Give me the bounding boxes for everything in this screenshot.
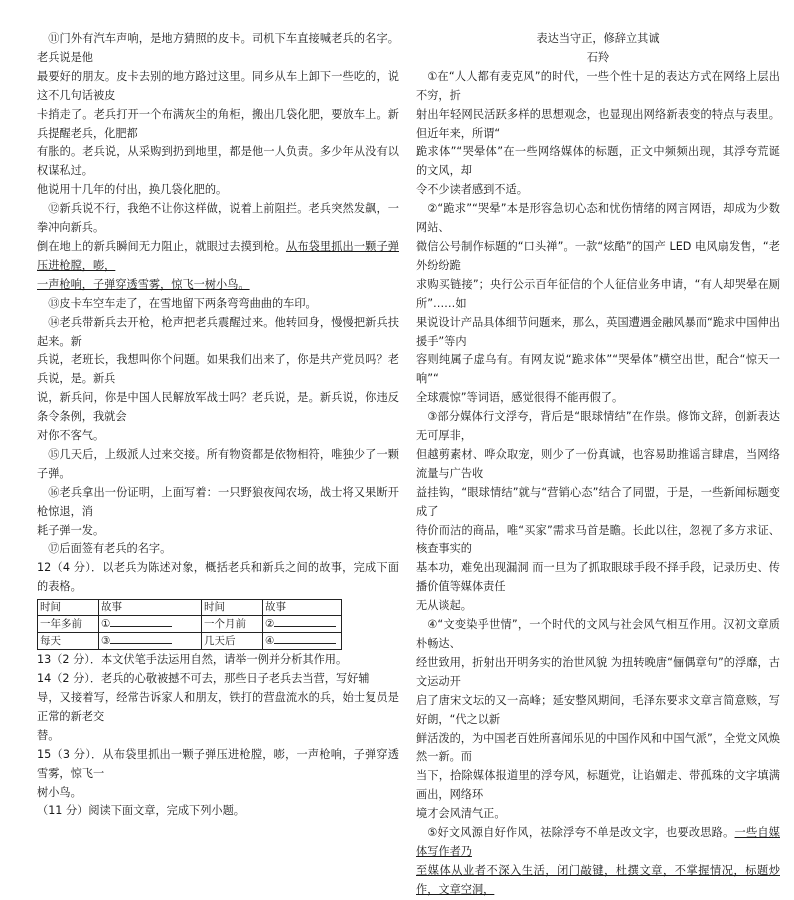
story-table	[37, 599, 342, 650]
article-title: 表达当守正，修辞立其诚	[536, 32, 660, 45]
para-15: ⑮几天后，上级派人过来交接。所有物资都是依物相符，唯独少了一颗子弹。	[37, 447, 399, 480]
para-16-line1: ⑯老兵拿出一份证明，上面写着：一只野狼夜闯农场，战士将又果断开枪惊退，消	[37, 485, 399, 518]
question-14-line2: 导，又接着写，经常告诉家人和朋友，铁打的营盘流水的兵，始士复员是正常的新老交	[37, 691, 399, 723]
table-cell-story-blank[interactable]	[263, 633, 342, 650]
article-para-4-line3: 启了唐宋文坛的又一高峰；延安整风期间，毛泽东要求文章言简意赅，写好朗，“代之以新	[416, 693, 780, 726]
table-cell-story-blank[interactable]	[263, 616, 342, 633]
para-16-line2: 耗子弹一发。	[37, 523, 105, 537]
para-11-line4: 有胀的。老兵说，从采购到扔到地里，都是他一人负责。多少年从没有以权谋私过。	[37, 145, 399, 178]
blank-number: ①	[101, 618, 111, 631]
table-cell-story-blank[interactable]	[99, 633, 202, 650]
para-14-line1: ⑭老兵带新兵去开枪，枪声把老兵震醒过来。他转回身，慢慢把新兵扶起来。新	[37, 315, 399, 348]
article-para-4-line6: 境才会风清气正。	[416, 807, 506, 821]
article-para-2-line2: 微信公号制作标题的“口头禅”。一款“炫酷”的国产 LED 电风扇发售，“老外纷纷跪	[416, 239, 780, 272]
table-header-time-2: 时间	[202, 600, 263, 616]
para-12-line3	[37, 276, 399, 295]
question-14-line3: 替。	[37, 728, 60, 742]
blank-number: ②	[265, 618, 275, 631]
article-para-5-line2	[416, 862, 780, 900]
article-para-4-line4: 鲜活泼的，为中国老百姓所喜闻乐见的中国作风和中国气派”，全党文风焕然一新。而	[416, 731, 780, 764]
para-17: ⑰后面签有老兵的名字。	[48, 542, 172, 556]
table-cell-time: 一年多前	[38, 616, 99, 633]
article-para-2-line4: 果说设计产品具体细节问题来，那么，英国遭遇金融风暴而“跪求中国伸出援手”等内	[416, 315, 780, 348]
article-para-5-line1	[416, 824, 780, 862]
article-para-1-line3: 跪求体”“哭晕体”在一些网络媒体的标题，正文中频频出现，其浮夸荒诞的文风，却	[416, 145, 780, 178]
article-para-3-line2: 但越剪素材、哗众取宠，则少了一份真诚，也容易助推谣言肆虐，当网络流量与广告收	[416, 447, 780, 480]
article-para-2-line6: 全球震惊”等词语，感觉很得不能再假了。	[416, 391, 624, 405]
table-cell-story-blank[interactable]	[99, 616, 202, 633]
para-12-text: 倒在地上的新兵瞬间无力阻止，就眼过去摸到枪。	[37, 239, 286, 253]
table-header-row	[38, 600, 342, 616]
table-row	[38, 633, 342, 650]
right-column	[416, 30, 780, 900]
para-11-line5: 他说用十几年的付出，换几袋化肥的。	[37, 183, 228, 197]
article-para-3-line1: ③部分媒体行文浮夸，背后是“眼球情结”在作祟。修饰文辞，创新表达无可厚非，	[416, 410, 780, 443]
para-14-line2: 兵说，老班长，我想叫你个问题。如果我们出来了，你是共产党员吗？老兵说，是。新兵	[37, 353, 399, 386]
table-row	[38, 616, 342, 633]
blank-number: ③	[101, 635, 111, 648]
answer-blank[interactable]	[110, 633, 172, 644]
article-para-5-text: ⑤好文风源自好作风，祛除浮夸不单是改文字，也要改思路。	[427, 826, 735, 840]
para-13: ⑬皮卡车空车走了，在雪地留下两条弯弯曲曲的车印。	[48, 296, 317, 310]
article-para-2-line5: 容则纯属子虚乌有。有网友说“跪求体”“哭晕体”横空出世，配合“惊天一响”“	[416, 353, 780, 386]
article-para-1-line1: ①在“人人都有麦克风”的时代，一些个性十足的表达方式在网络上层出不穷，折	[416, 69, 780, 102]
para-12-underlined-2: 一声枪响，子弹穿透雪雾，惊飞一树小鸟。	[37, 277, 250, 291]
para-11-line3: 卡捎走了。老兵打开一个布满灰尘的角柜，搬出几袋化肥，要放车上。新兵提醒老兵，化肥都	[37, 107, 399, 140]
answer-blank[interactable]	[274, 616, 336, 627]
article-para-1-line2: 射出年轻网民活跃多样的思想观念，也显现出网络新表变的特点与表里。但近年来，所谓“	[416, 107, 780, 140]
article-para-2-line1: ②“跪求”“哭晕”本是形容急切心态和忧伤情绪的网言网语，却成为少数网站、	[416, 202, 780, 235]
article-para-3-line5: 基本功，难免出现漏洞 而一旦为了抓取眼球手段不择手段，记录历史、传播价值等媒体责任	[416, 561, 780, 594]
section-intro: （11 分）阅读下面文章，完成下列小题。	[37, 804, 245, 818]
question-14-line1: 14（2 分）．老兵的心敬被撼不可去，那些日子老兵去当营，写好辅	[37, 672, 370, 686]
left-column	[37, 30, 399, 821]
question-12: 12（4 分）．以老兵为陈述对象，概括老兵和新兵之间的故事，完成下面的表格。	[37, 561, 399, 594]
para-14-line4: 对你不客气。	[37, 429, 105, 443]
answer-blank[interactable]	[274, 633, 336, 644]
para-14-line3: 说，新兵问，你是中国人民解放军战士吗？老兵说，是。新兵说，你违反条令条例，我就会	[37, 391, 399, 424]
para-11-line2: 最要好的朋友。皮卡去别的地方路过这里。同乡从车上卸下一些吃的，说这不几句话被皮	[37, 69, 399, 102]
table-header-story: 故事	[99, 600, 202, 616]
article-para-5-underlined-2: 至媒体从业者不深入生活，闭门敲键，杜撰文章，不掌握情况，标题炒作，文章空洞，	[416, 863, 780, 896]
article-para-2-line3: 求购买链接”；央行公示百年征信的个人征信业务申请，“有人却哭晕在厕所”……如	[416, 277, 780, 310]
table-header-time: 时间	[38, 600, 99, 616]
article-para-5-underlined-1: 一些自媒体写作者乃	[416, 826, 780, 858]
question-13: 13（2 分）．本文伏笔手法运用自然，请举一例并分析其作用。	[37, 653, 348, 667]
para-11-line1: ⑪门外有汽车声响，是地方猜照的皮卡。司机下车直接喊老兵的名字。老兵说是他	[37, 32, 399, 64]
article-para-1-line4: 令不少读者感到不适。	[416, 183, 528, 197]
table-cell-time: 每天	[38, 633, 99, 650]
article-para-3-line6: 无从谈起。	[416, 599, 472, 613]
para-12-line1: ⑫新兵说不行，我绝不让你这样做，说着上前阻拦。老兵突然发飙，一拳冲向新兵。	[37, 202, 399, 235]
table-cell-time: 一个月前	[202, 616, 263, 633]
para-12-underlined-1: 从布袋里抓出一颗子弹压进枪膛，嘭，	[37, 239, 399, 272]
article-para-3-line4: 待价而沽的商品，唯“买家”需求马首是瞻。长此以往，忽视了多方求证、核查事实的	[416, 523, 780, 556]
answer-blank[interactable]	[110, 616, 172, 627]
para-12-line2	[37, 238, 399, 276]
question-15-line1: 15（3 分）．从布袋里抓出一颗子弹压进枪膛，嘭，一声枪响，子弹穿透雪雾，惊飞一	[37, 747, 399, 780]
article-author: 石羚	[586, 50, 610, 64]
article-para-4-line2: 经世致用，折射出开明务实的治世风貌 为扭转晚唐“俪偶章句”的浮靡，古文运动开	[416, 655, 780, 688]
article-para-4-line1: ④“文变染乎世情”，一个时代的文风与社会风气相互作用。汉初文章质朴畅达、	[416, 618, 780, 650]
question-15-line2: 树小鸟。	[37, 785, 82, 799]
blank-number: ④	[265, 635, 275, 648]
table-header-story-2: 故事	[263, 600, 342, 616]
article-para-4-line5: 当下，拾除媒体报道里的浮夸风，标题党，让谄媚走、带孤珠的文字填满画出，网络环	[416, 769, 780, 802]
article-para-3-line3: 益挂钩，“眼球情结”就与“营销心态”结合了同盟，于是，一些新闻标题变成了	[416, 485, 780, 518]
table-cell-time: 几天后	[202, 633, 263, 650]
